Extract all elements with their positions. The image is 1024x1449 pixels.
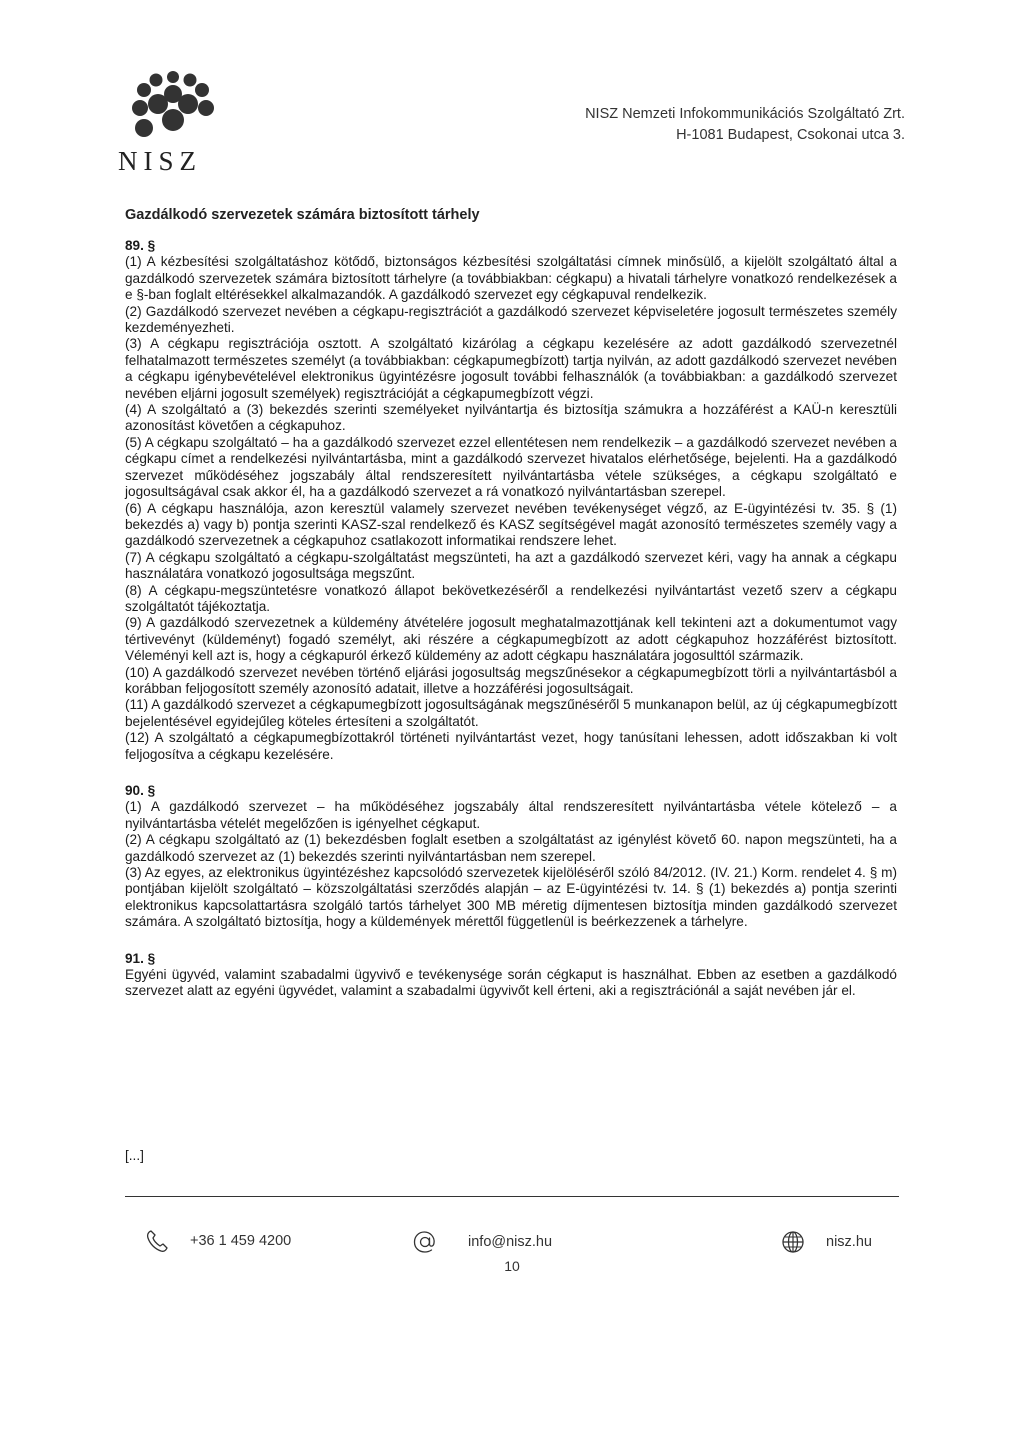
paragraph: (12) A szolgáltató a cégkapumegbízottakról történeti nyilvántartást vezet, hogy tanúsítani lehessen, adott időszakban ki volt feljogosítva a cégkapu kezelésére. (125, 730, 897, 762)
paragraph: (4) A szolgáltató a (3) bekezdés szerinti személyeket nyilvántartja és biztosítja számukra a hozzáférést a KAÜ-n keresztüli azonosítást követően a cégkapuhoz. (125, 402, 897, 434)
section-90 (125, 783, 897, 931)
email-address[interactable]: info@nisz.hu (468, 1234, 553, 1250)
paragraph: (3) A cégkapu regisztrációja osztott. A szolgáltató kizárólag a cégkapu kezelésére az adott gazdálkodó szervezetnél felhatalmazott természetes személyt (a továbbiakban: cégkapumegbízott) tartja nyilván, az adott gazdálkodó szervezet nevében a cégkapu igénybevételével elektronikus ügyintézésre jogosult további felhasználók (a továbbiakban: a gazdálkodó szervezet nevében eljárni jogosult személyek) regisztrációját a cégkapumegbízott végzi. (125, 336, 897, 401)
phone-number: +36 1 459 4200 (190, 1233, 292, 1249)
document-body (125, 238, 897, 1020)
company-name: NISZ Nemzeti Infokommunikációs Szolgáltató Zrt. (585, 106, 905, 122)
section-91 (125, 951, 897, 1000)
paragraph: (7) A cégkapu szolgáltató a cégkapu-szolgáltatást megszünteti, ha azt a gazdálkodó szervezet kéri, vagy ha annak a cégkapu használatára vonatkozó jogosultsága megszűnt. (125, 549, 897, 582)
section-heading: 90. § (125, 783, 156, 798)
website-url[interactable]: nisz.hu (826, 1234, 872, 1250)
section-heading: 91. § (125, 950, 156, 966)
paragraph: (2) A cégkapu szolgáltató az (1) bekezdésben foglalt esetben a szolgáltatást az igénylést követő 60. napon megszünteti, ha a gazdálkodó szervezet az (1) bekezdés szerinti nyilvántartásban nem szerepel. (125, 832, 897, 864)
paragraph: (9) A gazdálkodó szervezetnek a küldemény átvételére jogosult meghatalmazottjának kell tekinteni azt a dokumentumot vagy tértivevényt (küldeményt) fogadó személyt, aki részére a cégkapumegbízott az adott cégkapuhoz hozzáférést biztosított. Véleményi kell azt is, hogy a cégkapuról érkező küldemény az adott cégkapu használatára jogosulttól származik. (125, 615, 897, 664)
paragraph: (11) A gazdálkodó szervezet a cégkapumegbízott jogosultságának megszűnéséről 5 munkanapon belül, az új cégkapumegbízott bejelentésével egyidejűleg köteles értesíteni a szolgáltatót. (125, 697, 897, 729)
paragraph: (5) A cégkapu szolgáltató – ha a gazdálkodó szervezet ezzel ellentétesen nem rendelkezik – a gazdálkodó szervezet nevében a cégkapu címet a rendelkezési nyilvántartásba, mint a gazdálkodó szervezet hivatalos elérhetősége, bejelenti. Ha a gazdálkodó szervezet működéséhez jogszabály által rendszeresített nyilvántartásba vétele szükséges, a cégkapu szolgáltató e jogosultságával csak akkor él, ha a gazdálkodó szervezet a rá vonatkozó nyilvántartásban szerepel. (125, 434, 897, 500)
nisz-logo-mark (118, 66, 228, 146)
footer-divider (125, 1196, 899, 1197)
at-icon (412, 1229, 438, 1255)
company-address: H-1081 Budapest, Csokonai utca 3. (676, 127, 905, 143)
paragraph: (10) A gazdálkodó szervezet nevében történő eljárási jogosultság megszűnésekor a cégkapumegbízott törli a nyilvántartásból a korábban feljogosított személy azonosító adatait, illetve a hozzáférési jogosultságait. (125, 664, 897, 696)
page-number: 10 (504, 1258, 520, 1274)
company-info (585, 104, 905, 146)
paragraph: Egyéni ügyvéd, valamint szabadalmi ügyvivő e tevékenysége során cégkaput is használhat. Ebben az esetben a gazdálkodó szervezet alatt az egyéni ügyvédet, valamint a szabadalmi ügyvivőt kell érteni, aki a regisztrációnál a saját nevében jár el. (125, 967, 897, 999)
globe-icon (780, 1229, 806, 1255)
nisz-logo (118, 66, 228, 184)
paragraph: (6) A cégkapu használója, azon keresztül valamely szervezet nevében tevékenységet végző, az E-ügyintézési tv. 35. § (1) bekezdés a) vagy b) pontja szerinti KASZ-szal rendelkező és KASZ segítségével magát azonosító természetes személy vagy a gazdálkodó szervezetnek a cégkapuhoz csatlakozott informatikai rendszere lehet. (125, 500, 897, 549)
footer-phone (146, 1229, 291, 1253)
section-89 (125, 238, 897, 763)
paragraph: (8) A cégkapu-megszüntetésre vonatkozó állapot bekövetkezéséről a rendelkezési nyilvántartást vezető szerv a cégkapu szolgáltatót tájékoztatja. (125, 582, 897, 614)
paragraph: (2) Gazdálkodó szervezet nevében a cégkapu-regisztrációt a gazdálkodó szervezet képviseletére jogosult természetes személy kezdeményezheti. (125, 303, 897, 336)
phone-icon (146, 1229, 168, 1253)
footer-website (780, 1229, 872, 1255)
document-title: Gazdálkodó szervezetek számára biztosított tárhely (125, 207, 480, 223)
paragraph: (1) A gazdálkodó szervezet – ha működéséhez jogszabály által rendszeresített nyilvántartásba vétele kötelező – a nyilvántartásba vételét megelőzően is igényelhet cégkaput. (125, 799, 897, 831)
paragraph: (3) Az egyes, az elektronikus ügyintézéshez kapcsolódó szervezetek kijelöléséről szóló 84/2012. (IV. 21.) Korm. rendelet 4. § m) pontjában kijelölt szolgáltató – közszolgáltatási szerződés alapján – az E-ügyintézési tv. 14. § (1) bekezdés a) pontja szerinti elektronikus kapcsolattartásra szolgáló tartós tárhelyet 300 MB méretig díjmentesen biztosítja minden gazdálkodó szervezet számára. A szolgáltató biztosítja, hogy a küldemények mérettől függetlenül is beérkezzenek a tárhelyre. (125, 865, 897, 930)
logo-text: NISZ (118, 146, 202, 176)
section-heading: 89. § (125, 238, 156, 253)
paragraph: (1) A kézbesítési szolgáltatáshoz kötődő, biztonságos kézbesítési szolgáltatási címnek minősülő, a kijelölt szolgáltató által a gazdálkodó szervezetek számára biztosított tárhelyre (a továbbiakban: cégkapu) a hivatali tárhelyre vonatkozó rendelkezések a e §-ban foglalt eltérésekkel alkalmazandók. A gazdálkodó szervezet egy cégkapuval rendelkezik. (125, 254, 897, 303)
omission-marker: [...] (125, 1148, 144, 1163)
footer-email (412, 1229, 552, 1255)
